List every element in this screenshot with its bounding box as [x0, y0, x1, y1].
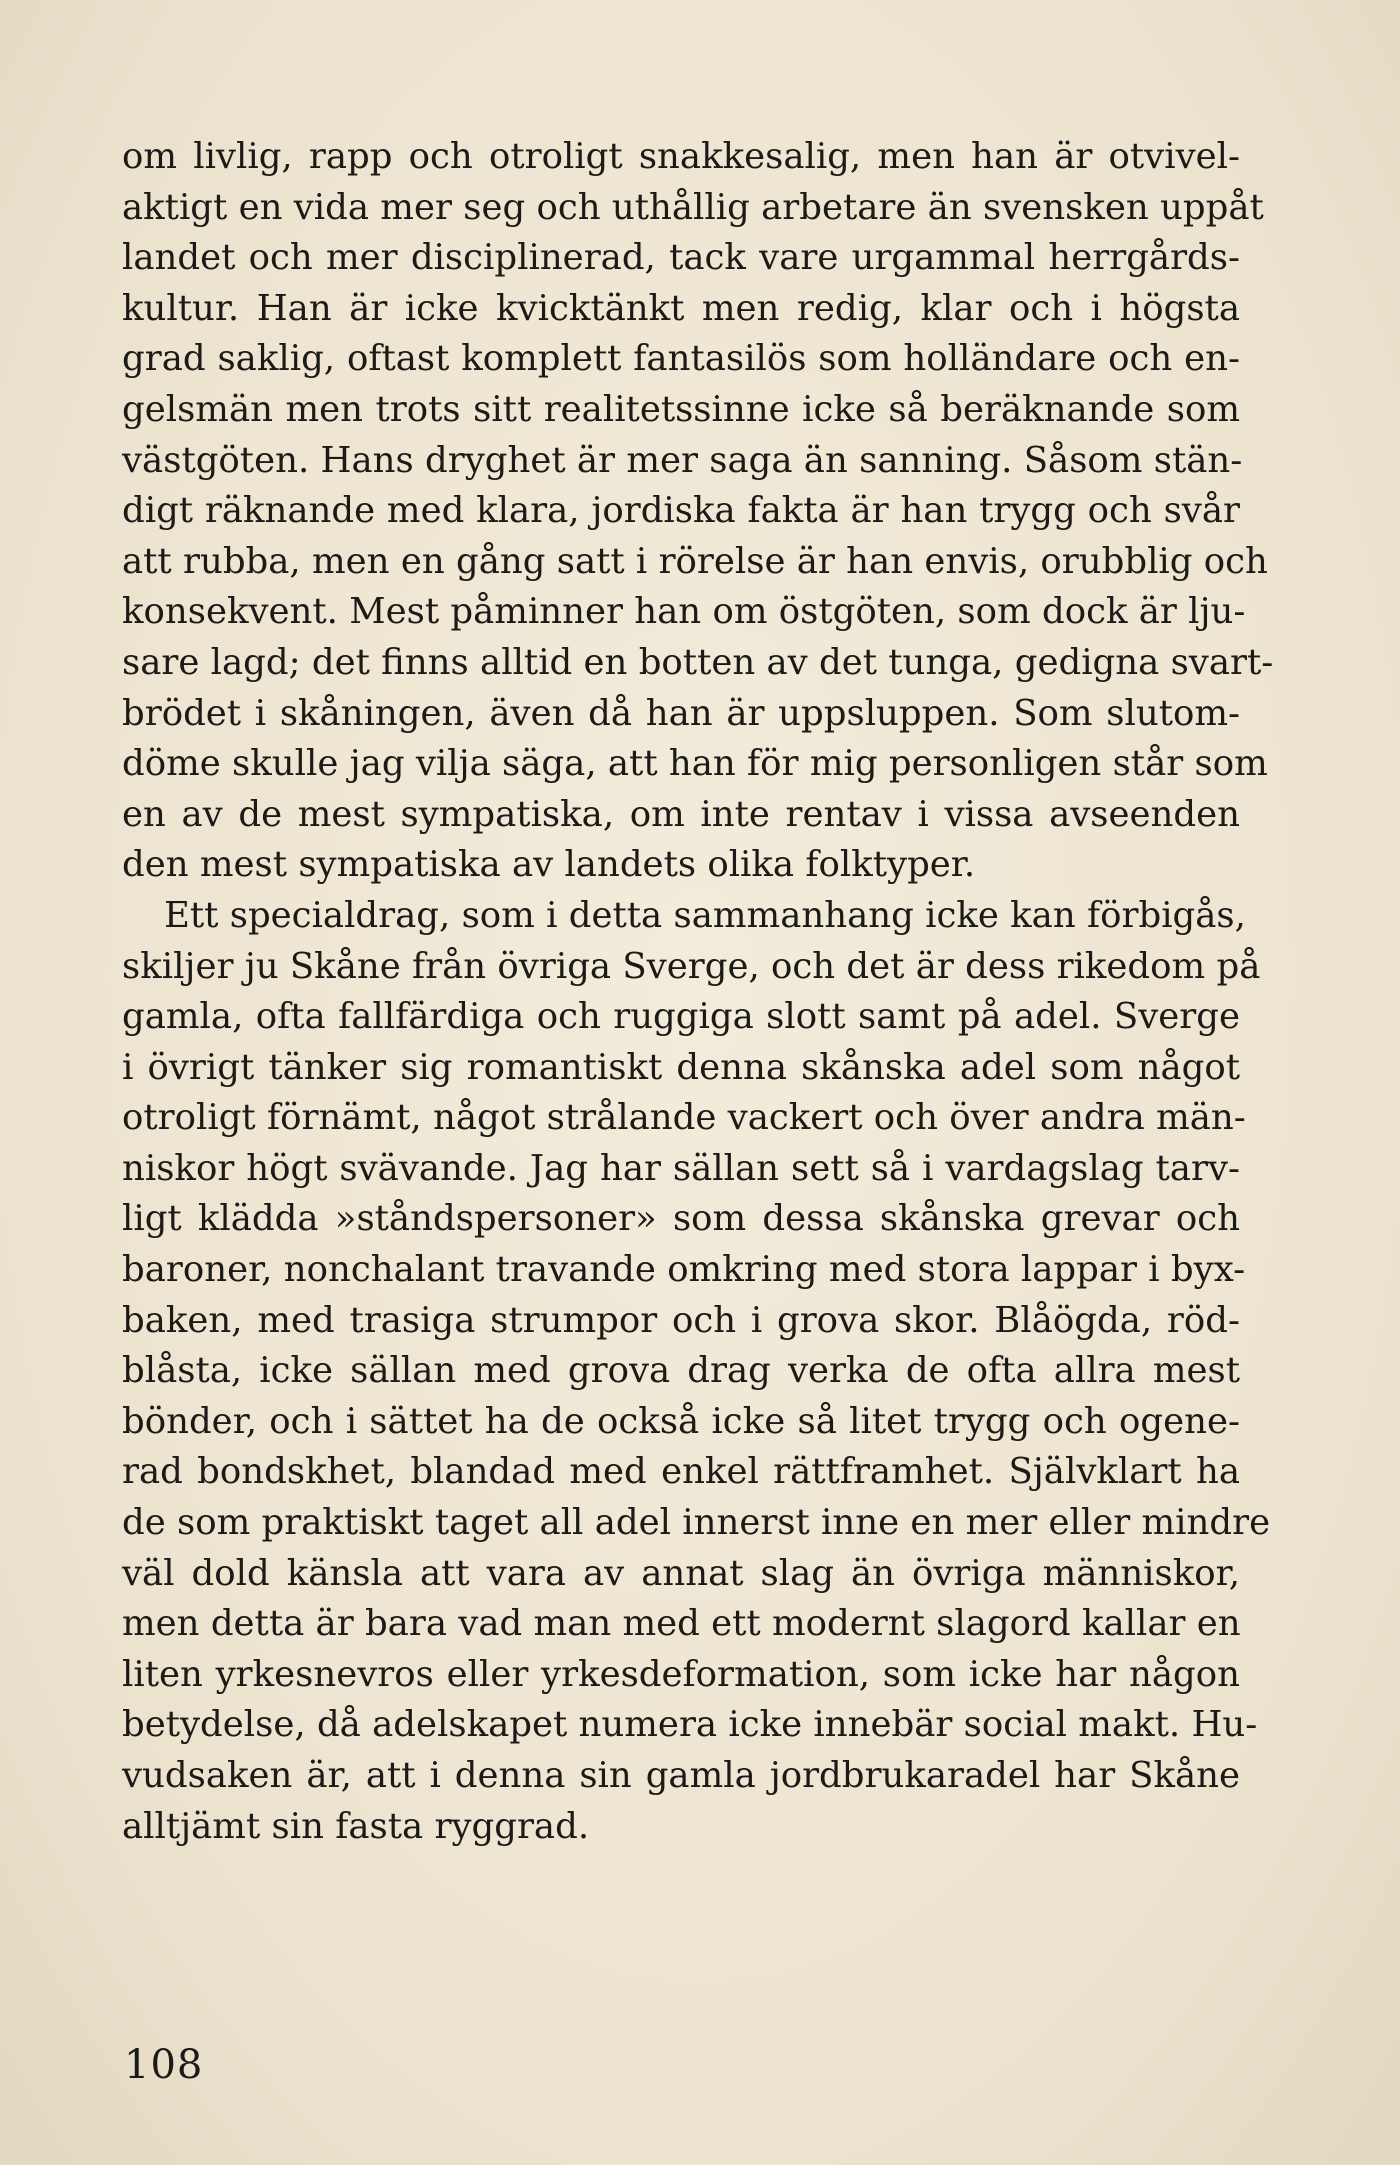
text-line: Ett specialdrag, som i detta sammanhang icke kan förbigås,	[164, 894, 1246, 936]
text-line: skiljer ju Skåne från övriga Sverge, och det är dess rikedom på	[122, 945, 1261, 987]
text-line: betydelse, då adelskapet numera icke innebär social makt. Hu-	[122, 1704, 1258, 1746]
page-number: 108	[124, 2042, 204, 2088]
text-line: aktigt en vida mer seg och uthållig arbetare än svensken uppåt	[122, 186, 1264, 228]
body-text	[122, 132, 1274, 1852]
text-line: landet och mer disciplinerad, tack vare urgammal herrgårds-	[122, 237, 1240, 279]
text-line: otroligt förnämt, något strålande vackert och över andra män-	[122, 1097, 1246, 1139]
text-line: konsekvent. Mest påminner han om östgöten, som dock är lju-	[122, 591, 1246, 633]
text-line: baroner, nonchalant travande omkring med stora lappar i byx-	[122, 1249, 1246, 1291]
text-line: väl dold känsla att vara av annat slag än övriga människor,	[122, 1552, 1240, 1594]
text-line: i övrigt tänker sig romantiskt denna skånska adel som något	[122, 1046, 1240, 1088]
text-line: rad bondskhet, blandad med enkel rättframhet. Självklart ha	[122, 1451, 1240, 1493]
text-line: den mest sympatiska av landets olika folktyper.	[122, 844, 976, 886]
text-line: grad saklig, oftast komplett fantasilös som holländare och en-	[122, 338, 1240, 380]
text-line: västgöten. Hans dryghet är mer saga än sanning. Såsom stän-	[122, 439, 1243, 481]
text-line: gelsmän men trots sitt realitetssinne icke så beräknande som	[122, 388, 1240, 430]
text-line: men detta är bara vad man med ett modernt slagord kallar en	[122, 1603, 1241, 1645]
text-line: blåsta, icke sällan med grova drag verka de ofta allra mest	[122, 1350, 1240, 1392]
text-line: alltjämt sin fasta ryggrad.	[122, 1805, 590, 1847]
text-line: liten yrkesnevros eller yrkesdeformation, som icke har någon	[122, 1653, 1240, 1695]
text-line: brödet i skåningen, även då han är uppsluppen. Som slutom-	[122, 692, 1240, 734]
text-line: bönder, och i sättet ha de också icke så litet trygg och ogene-	[122, 1400, 1240, 1442]
text-line: kultur. Han är icke kvicktänkt men redig, klar och i högsta	[122, 287, 1240, 329]
text-line: ligt klädda »ståndspersoner» som dessa skånska grevar och	[122, 1198, 1240, 1240]
text-line: att rubba, men en gång satt i rörelse är han envis, orubblig och	[122, 540, 1268, 582]
text-line: en av de mest sympatiska, om inte rentav i vissa avseenden	[122, 793, 1240, 835]
text-line: sare lagd; det finns alltid en botten av det tunga, gedigna svart-	[122, 641, 1274, 683]
text-line: niskor högt svävande. Jag har sällan sett så i vardagslag tarv-	[122, 1147, 1240, 1189]
text-line: digt räknande med klara, jordiska fakta är han trygg och svår	[122, 490, 1240, 532]
text-line: vudsaken är, att i denna sin gamla jordbrukaradel har Skåne	[122, 1755, 1240, 1796]
text-line: baken, med trasiga strumpor och i grova skor. Blåögda, röd-	[122, 1299, 1240, 1341]
text-line: gamla, ofta fallfärdiga och ruggiga slott samt på adel. Sverge	[122, 996, 1240, 1038]
text-line: de som praktiskt taget all adel innerst inne en mer eller mindre	[122, 1502, 1271, 1544]
text-line: döme skulle jag vilja säga, att han för mig personligen står som	[122, 743, 1268, 785]
text-line: om livlig, rapp och otroligt snakkesalig, men han är otvivel-	[122, 136, 1240, 177]
